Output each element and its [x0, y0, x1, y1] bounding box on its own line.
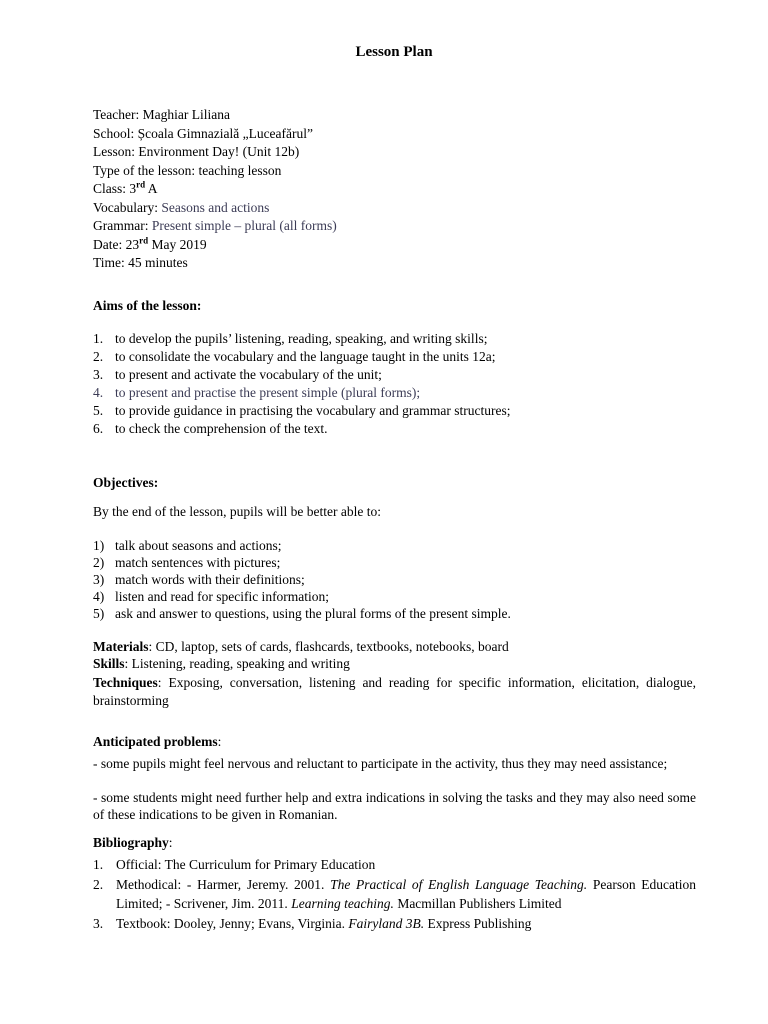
time-line: Time: 45 minutes	[93, 255, 188, 270]
objectives-list	[93, 537, 511, 622]
grammar-line: Grammar: Present simple – plural (all forms)	[93, 218, 337, 233]
list-item: 3) match words with their definitions;	[93, 572, 305, 587]
list-item: 2. Methodical: - Harmer, Jeremy. 2001. The Practical of English Language Teaching. Pearson Education Limited; - Scrivener, Jim. 2011. Learning teaching. Macmillan Publishers Limited	[93, 876, 696, 911]
page-title: Lesson Plan	[355, 44, 433, 60]
materials-line: Materials: CD, laptop, sets of cards, flashcards, textbooks, notebooks, board	[93, 639, 509, 654]
aims-heading: Aims of the lesson:	[93, 298, 202, 313]
objectives-intro: By the end of the lesson, pupils will be better able to:	[93, 504, 381, 519]
list-item: 5) ask and answer to questions, using the plural forms of the present simple.	[93, 606, 511, 621]
lesson-line: Lesson: Environment Day! (Unit 12b)	[93, 144, 300, 159]
class-line: Class: 3rd A	[93, 179, 158, 196]
date-line: Date: 23rd May 2019	[93, 235, 207, 252]
list-item: 3. Textbook: Dooley, Jenny; Evans, Virginia. Fairyland 3B. Express Publishing	[93, 915, 532, 931]
techniques-line: Techniques: Exposing, conversation, listening and reading for specific information, elicitation, dialogue, brainstorming	[93, 675, 696, 708]
skills-line: Skills: Listening, reading, speaking and writing	[93, 656, 350, 671]
objectives-heading: Objectives:	[93, 475, 159, 490]
list-item: 1) talk about seasons and actions;	[93, 538, 282, 553]
problems-paragraph-1: - some pupils might feel nervous and reluctant to participate in the activity, thus they may need assistance;	[93, 756, 668, 771]
list-item: 1. to develop the pupils’ listening, reading, speaking, and writing skills;	[93, 331, 488, 346]
teacher-line: Teacher: Maghiar Liliana	[93, 107, 230, 122]
list-item: 1. Official: The Curriculum for Primary Education	[93, 857, 376, 872]
list-item: 5. to provide guidance in practising the vocabulary and grammar structures;	[93, 403, 511, 418]
list-item: 4) listen and read for specific information;	[93, 589, 330, 604]
problems-heading: Anticipated problems:	[93, 734, 222, 749]
bibliography-list	[93, 855, 696, 933]
list-item: 2. to consolidate the vocabulary and the language taught in the units 12a;	[93, 349, 496, 364]
lesson-type-line: Type of the lesson: teaching lesson	[93, 162, 282, 178]
school-line: School: Școala Gimnazială „Luceafărul”	[93, 125, 314, 141]
list-item: 2) match sentences with pictures;	[93, 555, 281, 570]
list-item: 4. to present and practise the present simple (plural forms);	[93, 385, 421, 400]
list-item: 3. to present and activate the vocabulary of the unit;	[93, 367, 382, 382]
bibliography-heading: Bibliography:	[93, 835, 173, 850]
lesson-info	[93, 106, 337, 273]
aims-list	[93, 330, 511, 438]
problems-paragraph-2: - some students might need further help and extra indications in solving the tasks and they may also need some of these indications to be given in Romanian.	[93, 790, 696, 822]
vocabulary-line: Vocabulary: Seasons and actions	[93, 199, 270, 215]
list-item: 6. to check the comprehension of the text.	[93, 421, 328, 436]
